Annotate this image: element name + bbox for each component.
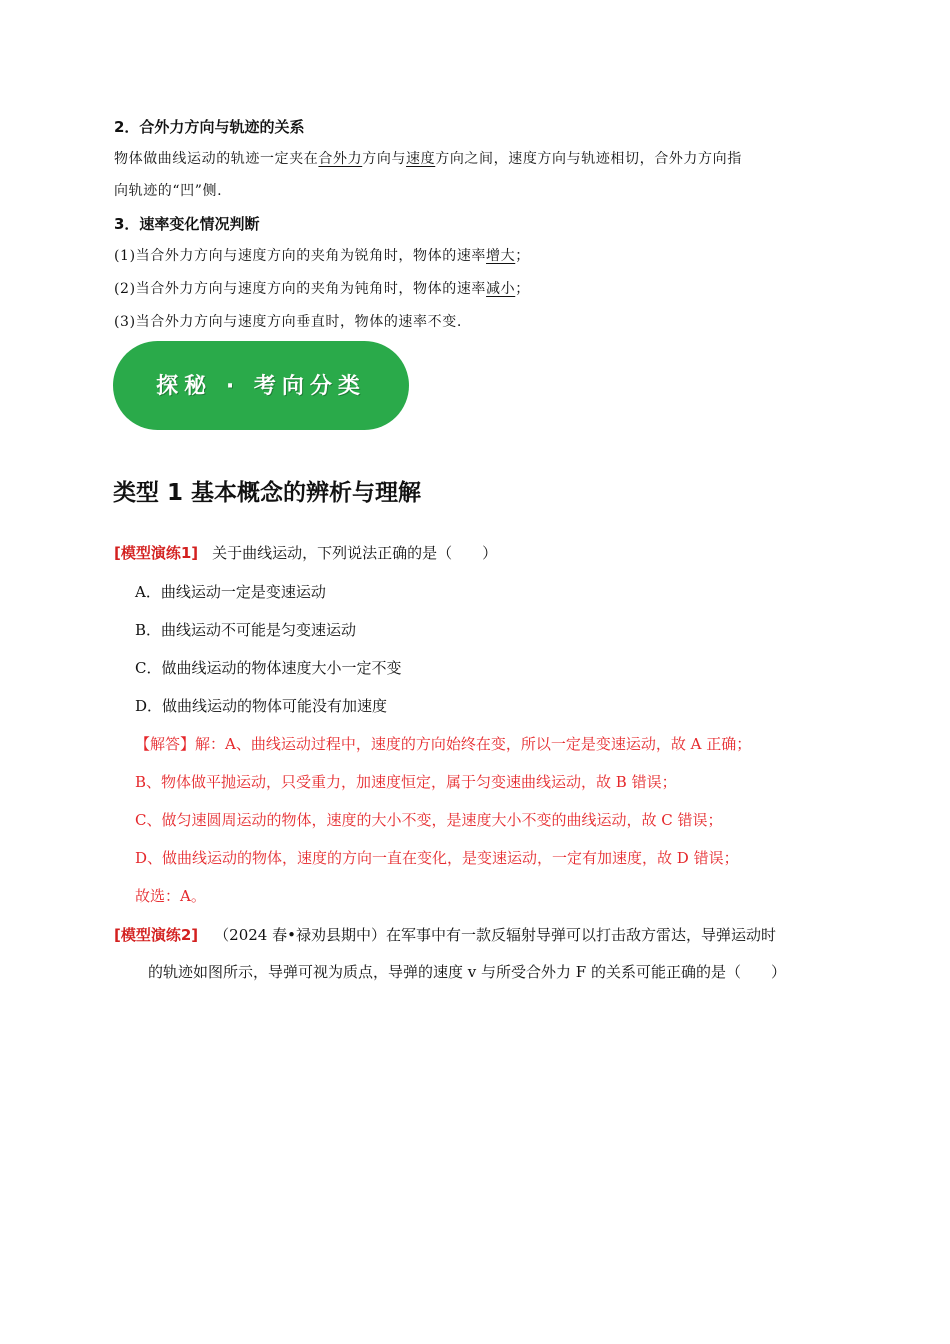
exercise-2-question-line-2: 的轨迹如图所示，导弹可视为质点，导弹的速度 v 与所受合外力 F 的关系可能正确的是（ ）: [148, 963, 786, 981]
underlined-term-increase: 增大: [486, 248, 516, 264]
section-banner: [113, 341, 409, 430]
answer-conclusion: 故选：A。: [135, 887, 206, 905]
section-3-heading: 3．速率变化情况判断: [114, 215, 260, 233]
exercise-1-option-d: D．做曲线运动的物体可能没有加速度: [135, 697, 388, 715]
section-3-item-3: (3)当合外力方向与速度方向垂直时，物体的速率不变.: [114, 314, 462, 330]
section-2-line-1: 物体做曲线运动的轨迹一定夹在合外力方向与速度方向之间，速度方向与轨迹相切，合外力方向指: [114, 151, 742, 167]
section-3-item-1: (1)当合外力方向与速度方向的夹角为锐角时，物体的速率增大；: [114, 248, 530, 264]
answer-line-2: B、物体做平抛运动，只受重力，加速度恒定，属于匀变速曲线运动，故 B 错误；: [135, 773, 677, 791]
banner-label: 探秘 · 考向分类: [156, 374, 366, 399]
exercise-1-option-c: C．做曲线运动的物体速度大小一定不变: [135, 659, 402, 677]
exercise-1-question: [模型演练1] 关于曲线运动，下列说法正确的是（ ）: [114, 544, 498, 562]
answer-line-3: C、做匀速圆周运动的物体，速度的大小不变，是速度大小不变的曲线运动，故 C 错误；: [135, 811, 723, 829]
section-3-item-2: (2)当合外力方向与速度方向的夹角为钝角时，物体的速率减小；: [114, 281, 530, 297]
section-2-heading: 2．合外力方向与轨迹的关系: [114, 118, 305, 136]
type-1-title: 类型 1 基本概念的辨析与理解: [113, 480, 422, 506]
answer-line-4: D、做曲线运动的物体，速度的方向一直在变化，是变速运动，一定有加速度，故 D 错误；: [135, 849, 739, 867]
answer-line-1: 【解答】解：A、曲线运动过程中，速度的方向始终在变，所以一定是变速运动，故 A 正确；: [135, 735, 752, 753]
underlined-term-force: 合外力: [318, 151, 363, 167]
section-2-line-2: 向轨迹的“凹”侧.: [114, 183, 223, 199]
exercise-2-question-line-1: [模型演练2] （2024 春•禄劝县期中）在军事中有一款反辐射导弹可以打击敌方雷达，导弹运动时: [114, 926, 776, 944]
exercise-1-option-a: A．曲线运动一定是变速运动: [135, 583, 326, 601]
exercise-2-tag: [模型演练2]: [114, 926, 199, 944]
exercise-1-option-b: B．曲线运动不可能是匀变速运动: [135, 621, 357, 639]
underlined-term-decrease: 减小: [486, 281, 516, 297]
underlined-term-velocity: 速度: [406, 151, 436, 167]
exercise-1-tag: [模型演练1]: [114, 544, 199, 562]
